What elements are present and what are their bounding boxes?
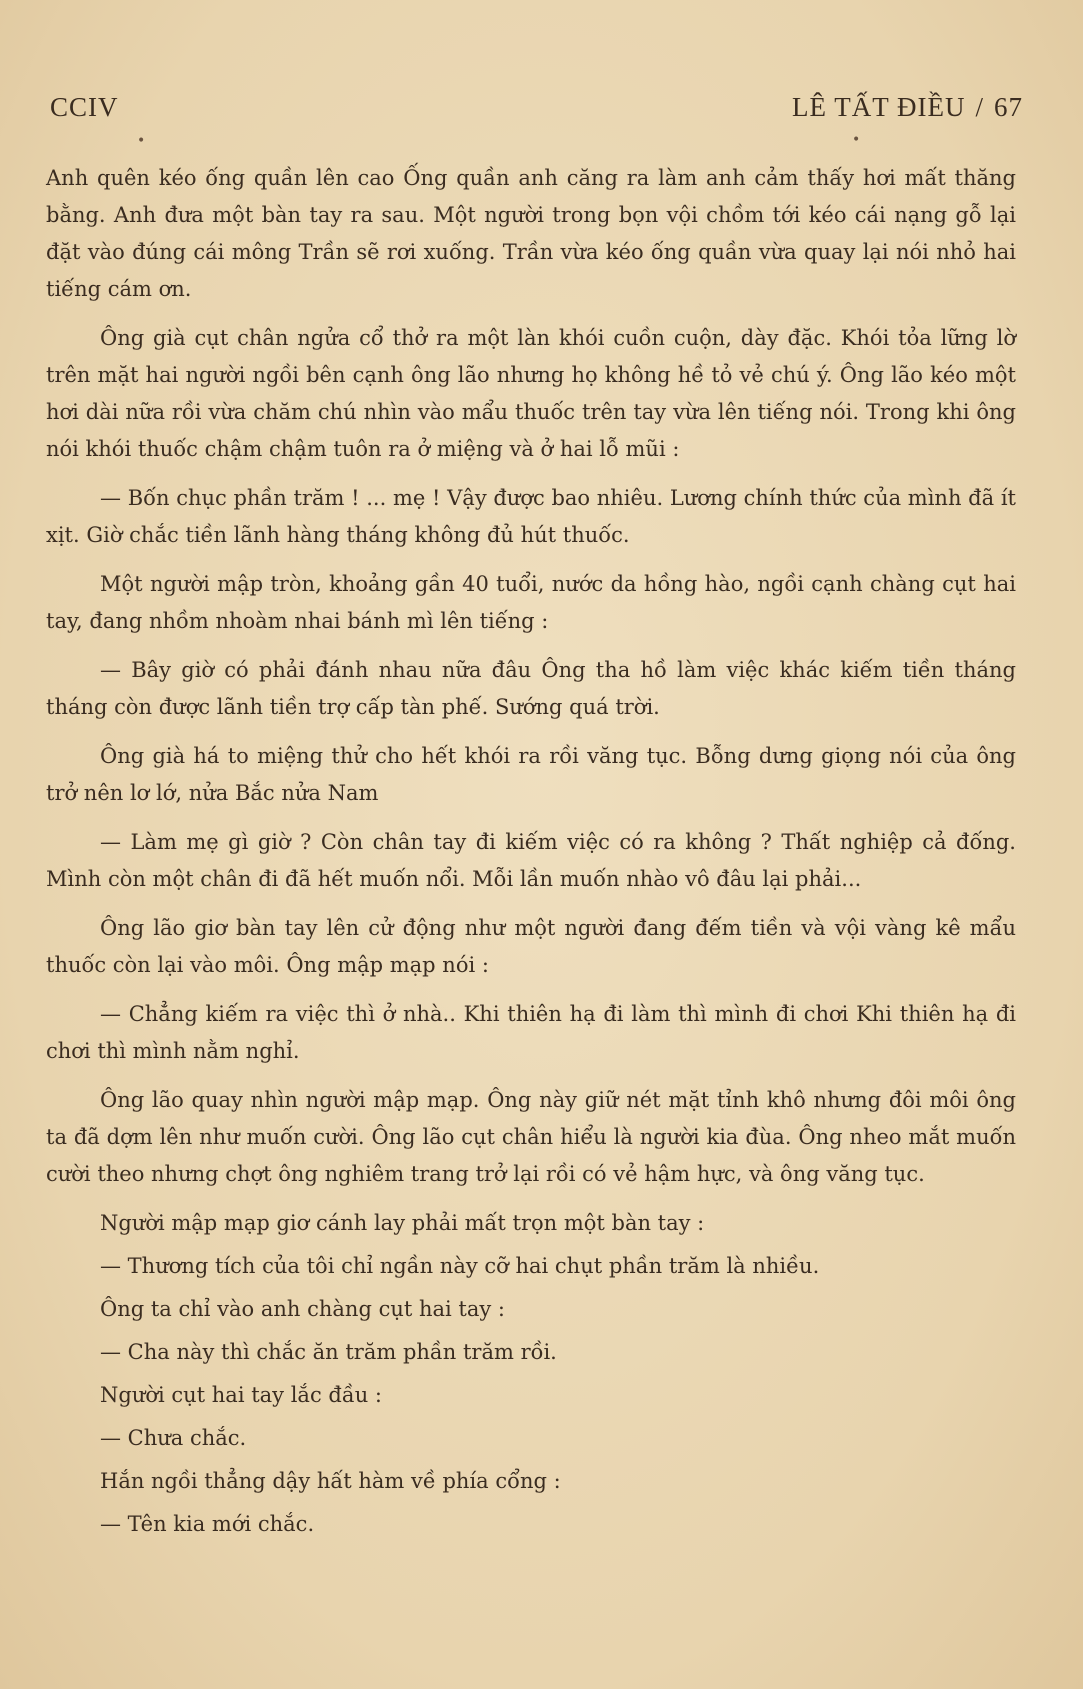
paragraph: Người mập mạp giơ cánh lay phải mất trọn một bàn tay :: [100, 1211, 705, 1235]
dialogue-paragraph: — Chưa chắc.: [100, 1426, 247, 1450]
section-label: CCIV: [50, 92, 119, 122]
paragraph: Ông lão giơ bàn tay lên cử động như một người đang đếm tiền và vội vàng kê mẩu thuốc còn lại vào môi. Ông mập mạp nói :: [46, 916, 1016, 977]
paragraph: Một người mập tròn, khoảng gần 40 tuổi, nước da hồng hào, ngồi cạnh chàng cụt hai tay, đang nhồm nhoàm nhai bánh mì lên tiếng :: [46, 572, 1016, 633]
paragraph: Ông lão quay nhìn người mập mạp. Ông này giữ nét mặt tỉnh khô nhưng đôi môi ông ta đã dợm lên như muốn cười. Ông lão cụt chân hiểu là người kia đùa. Ông nheo mắt muốn cười theo nhưng chợt ông nghiêm trang trở lại rồi có vẻ hậm hực, và ông văng tục.: [46, 1088, 1016, 1186]
paragraph: Hắn ngồi thẳng dậy hất hàm về phía cổng :: [100, 1469, 561, 1493]
dialogue-paragraph: — Làm mẹ gì giờ ? Còn chân tay đi kiếm việc có ra không ? Thất nghiệp cả đống. Mình còn một chân đi đã hết muốn nổi. Mỗi lần muốn nhào vô đâu lại phải...: [46, 830, 1016, 891]
print-speck: •: [852, 132, 861, 148]
print-speck: •: [137, 133, 146, 149]
paragraph: Anh quên kéo ống quần lên cao Ống quần anh căng ra làm anh cảm thấy hơi mất thăng bằng. Anh đưa một bàn tay ra sau. Một người trong bọn vội chồm tới kéo cái nạng gỗ lại đặt vào đúng cái mông Trần sẽ rơi xuống. Trần vừa kéo ống quần vừa quay lại nói nhỏ hai tiếng cám ơn.: [46, 166, 1016, 301]
dialogue-paragraph: — Chẳng kiếm ra việc thì ở nhà.. Khi thiên hạ đi làm thì mình đi chơi Khi thiên hạ đi chơi thì mình nằm nghỉ.: [46, 1002, 1016, 1063]
page-number: 67: [994, 92, 1023, 122]
paragraph: Ông ta chỉ vào anh chàng cụt hai tay :: [100, 1297, 505, 1321]
paragraph: Người cụt hai tay lắc đầu :: [100, 1383, 382, 1407]
dialogue-paragraph: — Bốn chục phần trăm ! ... mẹ ! Vậy được bao nhiêu. Lương chính thức của mình đã ít xịt. Giờ chắc tiền lãnh hàng tháng không đủ hút thuốc.: [46, 486, 1016, 547]
dialogue-paragraph: — Cha này thì chắc ăn trăm phần trăm rồi.: [100, 1340, 557, 1364]
dialogue-paragraph: — Tên kia mới chắc.: [100, 1512, 315, 1536]
page-header: [50, 92, 1023, 132]
author-name: LÊ TẤT ĐIỀU: [792, 92, 966, 122]
dialogue-paragraph: — Thương tích của tôi chỉ ngần này cỡ hai chụt phần trăm là nhiều.: [100, 1254, 820, 1278]
running-head: [792, 92, 1023, 123]
body-text: [46, 160, 1016, 1549]
paragraph: Ông già cụt chân ngửa cổ thở ra một làn khói cuồn cuộn, dày đặc. Khói tỏa lững lờ trên mặt hai người ngồi bên cạnh ông lão nhưng họ không hề tỏ vẻ chú ý. Ông lão kéo một hơi dài nữa rồi vừa chăm chú nhìn vào mẩu thuốc trên tay vừa lên tiếng nói. Trong khi ông nói khói thuốc chậm chậm tuôn ra ở miệng và ở hai lỗ mũi :: [46, 326, 1016, 461]
dialogue-paragraph: — Bây giờ có phải đánh nhau nữa đâu Ông tha hồ làm việc khác kiếm tiền tháng tháng còn được lãnh tiền trợ cấp tàn phế. Sướng quá trời.: [46, 658, 1016, 719]
header-separator: /: [975, 92, 984, 122]
paragraph: Ông già há to miệng thử cho hết khói ra rồi văng tục. Bỗng dưng giọng nói của ông trở nên lơ lớ, nửa Bắc nửa Nam: [46, 744, 1016, 805]
